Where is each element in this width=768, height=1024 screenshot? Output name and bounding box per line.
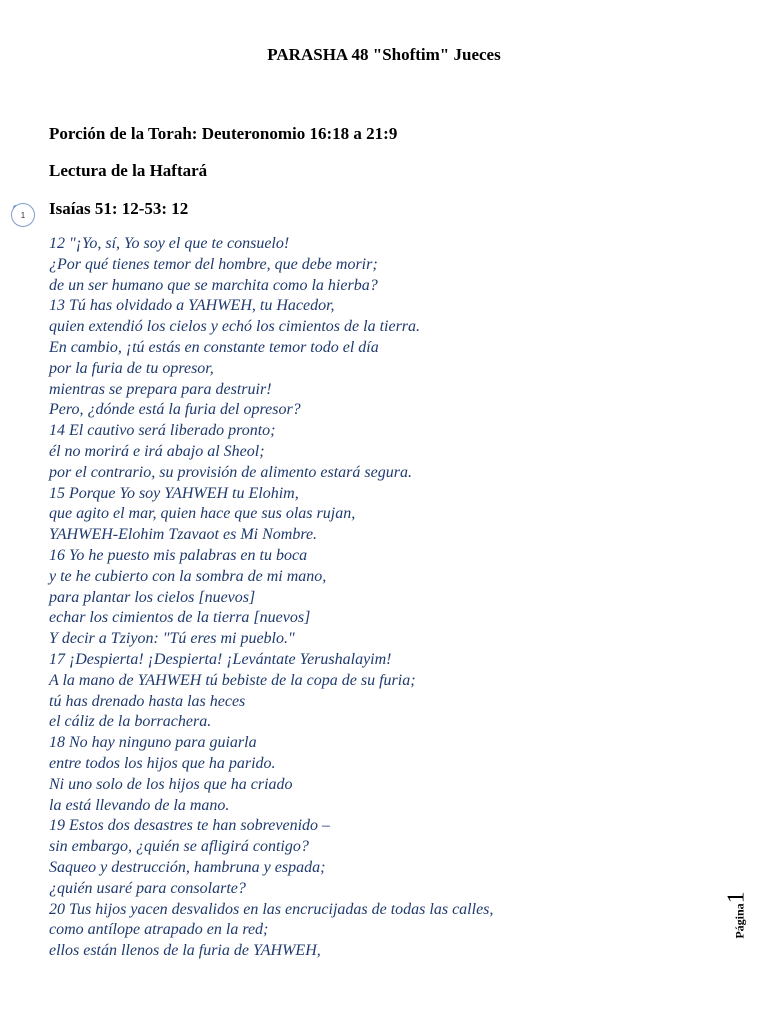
scripture-line: Pero, ¿dónde está la furia del opresor? (49, 401, 301, 419)
scripture-line: A la mano de YAHWEH tú bebiste de la copa de su furia; (49, 671, 416, 689)
comment-marker[interactable]: 1 (11, 203, 35, 227)
scripture-text (49, 234, 689, 962)
scripture-line: 17 ¡Despierta! ¡Despierta! ¡Levántate Yerushalayim! (49, 650, 392, 668)
scripture-line: para plantar los cielos [nuevos] (49, 588, 256, 606)
document-title: PARASHA 48 "Shoftim" Jueces (267, 45, 501, 64)
scripture-line: de un ser humano que se marchita como la hierba? (49, 276, 378, 294)
scripture-line: ¿quién usaré para consolarte? (49, 879, 246, 897)
scripture-line: sin embargo, ¿quién se afligirá contigo? (49, 838, 309, 856)
scripture-line: por la furia de tu opresor, (49, 359, 214, 377)
scripture-line: por el contrario, su provisión de alimento estará segura. (49, 463, 412, 481)
scripture-line: mientras se prepara para destruir! (49, 380, 272, 398)
haftara-reference-heading: Isaías 51: 12-53: 12 (49, 199, 189, 218)
scripture-line: quien extendió los cielos y echó los cimientos de la tierra. (49, 318, 421, 336)
scripture-line: que agito el mar, quien hace que sus olas rujan, (49, 505, 356, 523)
torah-portion-heading: Porción de la Torah: Deuteronomio 16:18 a 21:9 (49, 124, 398, 143)
scripture-line: él no morirá e irá abajo al Sheol; (49, 442, 265, 460)
scripture-line: 20 Tus hijos yacen desvalidos en las encrucijadas de todas las calles, (49, 900, 494, 918)
scripture-line: 12 "¡Yo, sí, Yo soy el que te consuelo! (49, 235, 290, 252)
scripture-line: 15 Porque Yo soy YAHWEH tu Elohim, (49, 484, 299, 502)
scripture-line: 16 Yo he puesto mis palabras en tu boca (49, 546, 308, 564)
scripture-line: y te he cubierto con la sombra de mi mano, (49, 567, 327, 585)
scripture-line: Saqueo y destrucción, hambruna y espada; (49, 858, 326, 876)
haftara-heading: Lectura de la Haftará (49, 161, 208, 180)
scripture-line: 14 El cautivo será liberado pronto; (49, 422, 276, 440)
scripture-line: tú has drenado hasta las heces (49, 692, 246, 710)
scripture-line: como antílope atrapado en la red; (49, 921, 269, 939)
scripture-line: En cambio, ¡tú estás en constante temor todo el día (49, 338, 379, 356)
scripture-line: el cáliz de la borrachera. (49, 713, 212, 731)
scripture-line: 18 No hay ninguno para guiarla (49, 734, 257, 752)
scripture-line: echar los cimientos de la tierra [nuevos] (49, 609, 311, 627)
scripture-line: ¿Por qué tienes temor del hombre, que debe morir; (49, 255, 378, 273)
scripture-line: entre todos los hijos que ha parido. (49, 754, 276, 772)
scripture-line: Ni uno solo de los hijos que ha criado (49, 775, 293, 793)
scripture-line: Y decir a Tziyon: "Tú eres mi pueblo." (49, 630, 295, 648)
page-footer (722, 880, 752, 950)
page-number: 1 (723, 891, 750, 904)
scripture-line: la está llevando de la mano. (49, 796, 230, 814)
scripture-line: YAHWEH-Elohim Tzavaot es Mi Nombre. (49, 526, 318, 544)
scripture-line: 13 Tú has olvidado a YAHWEH, tu Hacedor, (49, 297, 335, 315)
page-label: Página (732, 903, 747, 939)
scripture-line: 19 Estos dos desastres te han sobrevenido – (49, 817, 331, 835)
scripture-line: ellos están llenos de la furia de YAHWEH, (49, 942, 321, 960)
